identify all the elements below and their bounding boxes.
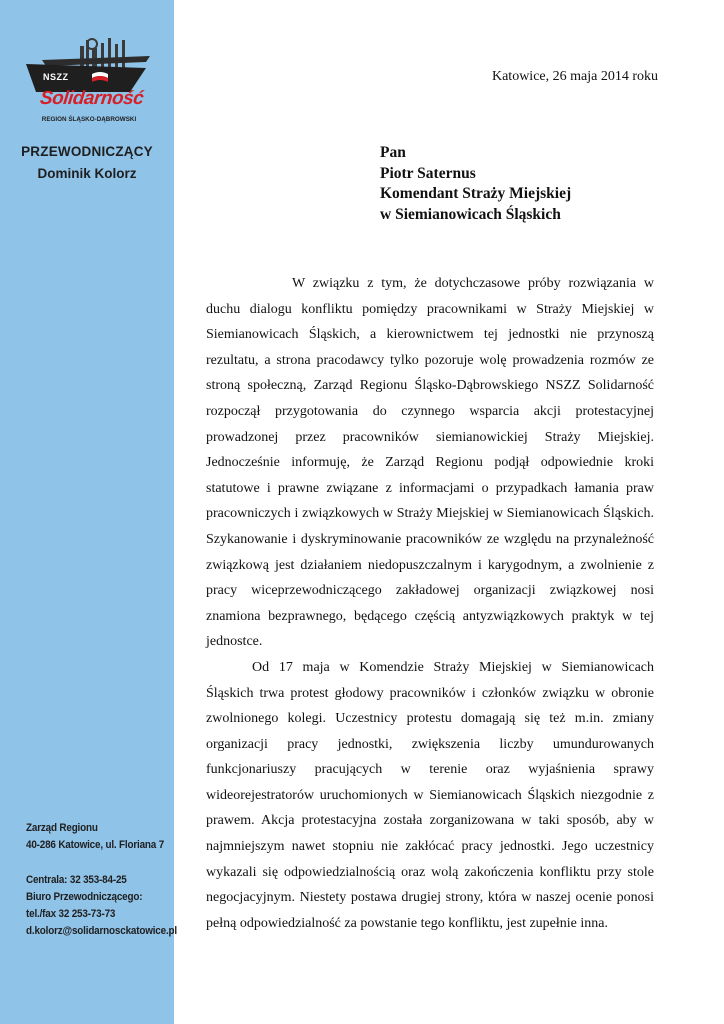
recipient-line: Piotr Saternus xyxy=(380,164,476,182)
logo-nszz-text: NSZZ xyxy=(43,72,69,82)
recipient-line: w Siemianowicach Śląskich xyxy=(380,205,561,223)
body-paragraph: Od 17 maja w Komendzie Straży Miejskiej w Siemianowicach Śląskich trwa protest głodowy pracowników i członków związku w obronie zwolnionego kolegi. Uczestnicy protestu domagają się też m.in. zmiany organizacji pracy jednostki, zwiększenia liczby umundurowanych funkcjonariuszy pracujących w terenie oraz wyjaśnienia sprawy wideorejestratorów uruchomionych w Siemianowicach Śląskich niezgodnie z prawem. Akcja protestacyjna została zorganizowana w taki sposób, aby w najmniejszym nawet stopniu nie zakłócać pracy jednostki. Jego uczestnicy wykazali się odpowiedzialnością oraz wolą zakończenia konfliktu przy stole negocjacyjnym. Niestety postawa drugiej strony, która w naszej ocenie ponosi pełną odpowiedzialność za powstanie tego konfliktu, jest zupełnie inna. xyxy=(206,659,654,931)
contact-email[interactable]: d.kolorz@solidarnosckatowice.pl xyxy=(26,925,177,937)
contact-office: Zarząd Regionu xyxy=(26,822,98,834)
sender-name: Dominik Kolorz xyxy=(37,166,137,181)
contact-address: 40-286 Katowice, ul. Floriana 7 xyxy=(26,839,165,851)
recipient-block xyxy=(380,143,571,225)
letter-body xyxy=(206,271,654,936)
contact-fax: tel./fax 32 253-73-73 xyxy=(26,908,116,920)
recipient-line: Komendant Straży Miejskiej xyxy=(380,185,572,202)
logo-region-text: REGION ŚLĄSKO-DĄBROWSKI xyxy=(41,116,137,123)
recipient-line: Pan xyxy=(380,144,406,161)
solidarnosc-logo xyxy=(22,34,152,130)
sender-role: PRZEWODNICZĄCY xyxy=(21,144,153,159)
letterhead-sidebar xyxy=(0,0,177,1024)
logo-wordmark: Solidarność xyxy=(38,88,145,109)
contact-bureau: Biuro Przewodniczącego: xyxy=(26,891,143,903)
contact-phone: Centrala: 32 353-84-25 xyxy=(26,874,127,886)
body-paragraph: W związku z tym, że dotychczasowe próby rozwiązania w duchu dialogu konfliktu pomiędzy pracownikami w Straży Miejskiej w Siemianowicach Śląskich, a kierownictwem tej jednostki nie przynoszą rezultatu, a strona pracodawcy tylko pozoruje wolę prowadzenia rozmów ze stroną społeczną, Zarząd Regionu Śląsko-Dąbrowskiego NSZZ Solidarność rozpoczął przygotowania do czynnego wsparcia akcji protestacyjnej prowadzonej przez pracowników siemianowickiej Straży Miejskiej. Jednocześnie informuję, że Zarząd Regionu podjął odpowiednie kroki statutowe i prawne związane z informacjami o przypadkach łamania praw pracowniczych i związkowych w Straży Miejskiej w Siemianowicach Śląskich. Szykanowanie i dyskryminowanie pracowników ze względu na przynależność związkową jest działaniem niedopuszczalnym i karygodnym, a zwolnienie z pracy wiceprzewodniczącego zakładowej organizacji związkowej nosi znamiona bezprawnego, będącego częścią antyzwiązkowych praktyk w tej jednostce. xyxy=(206,276,654,650)
letter-date: Katowice, 26 maja 2014 roku xyxy=(491,69,658,84)
